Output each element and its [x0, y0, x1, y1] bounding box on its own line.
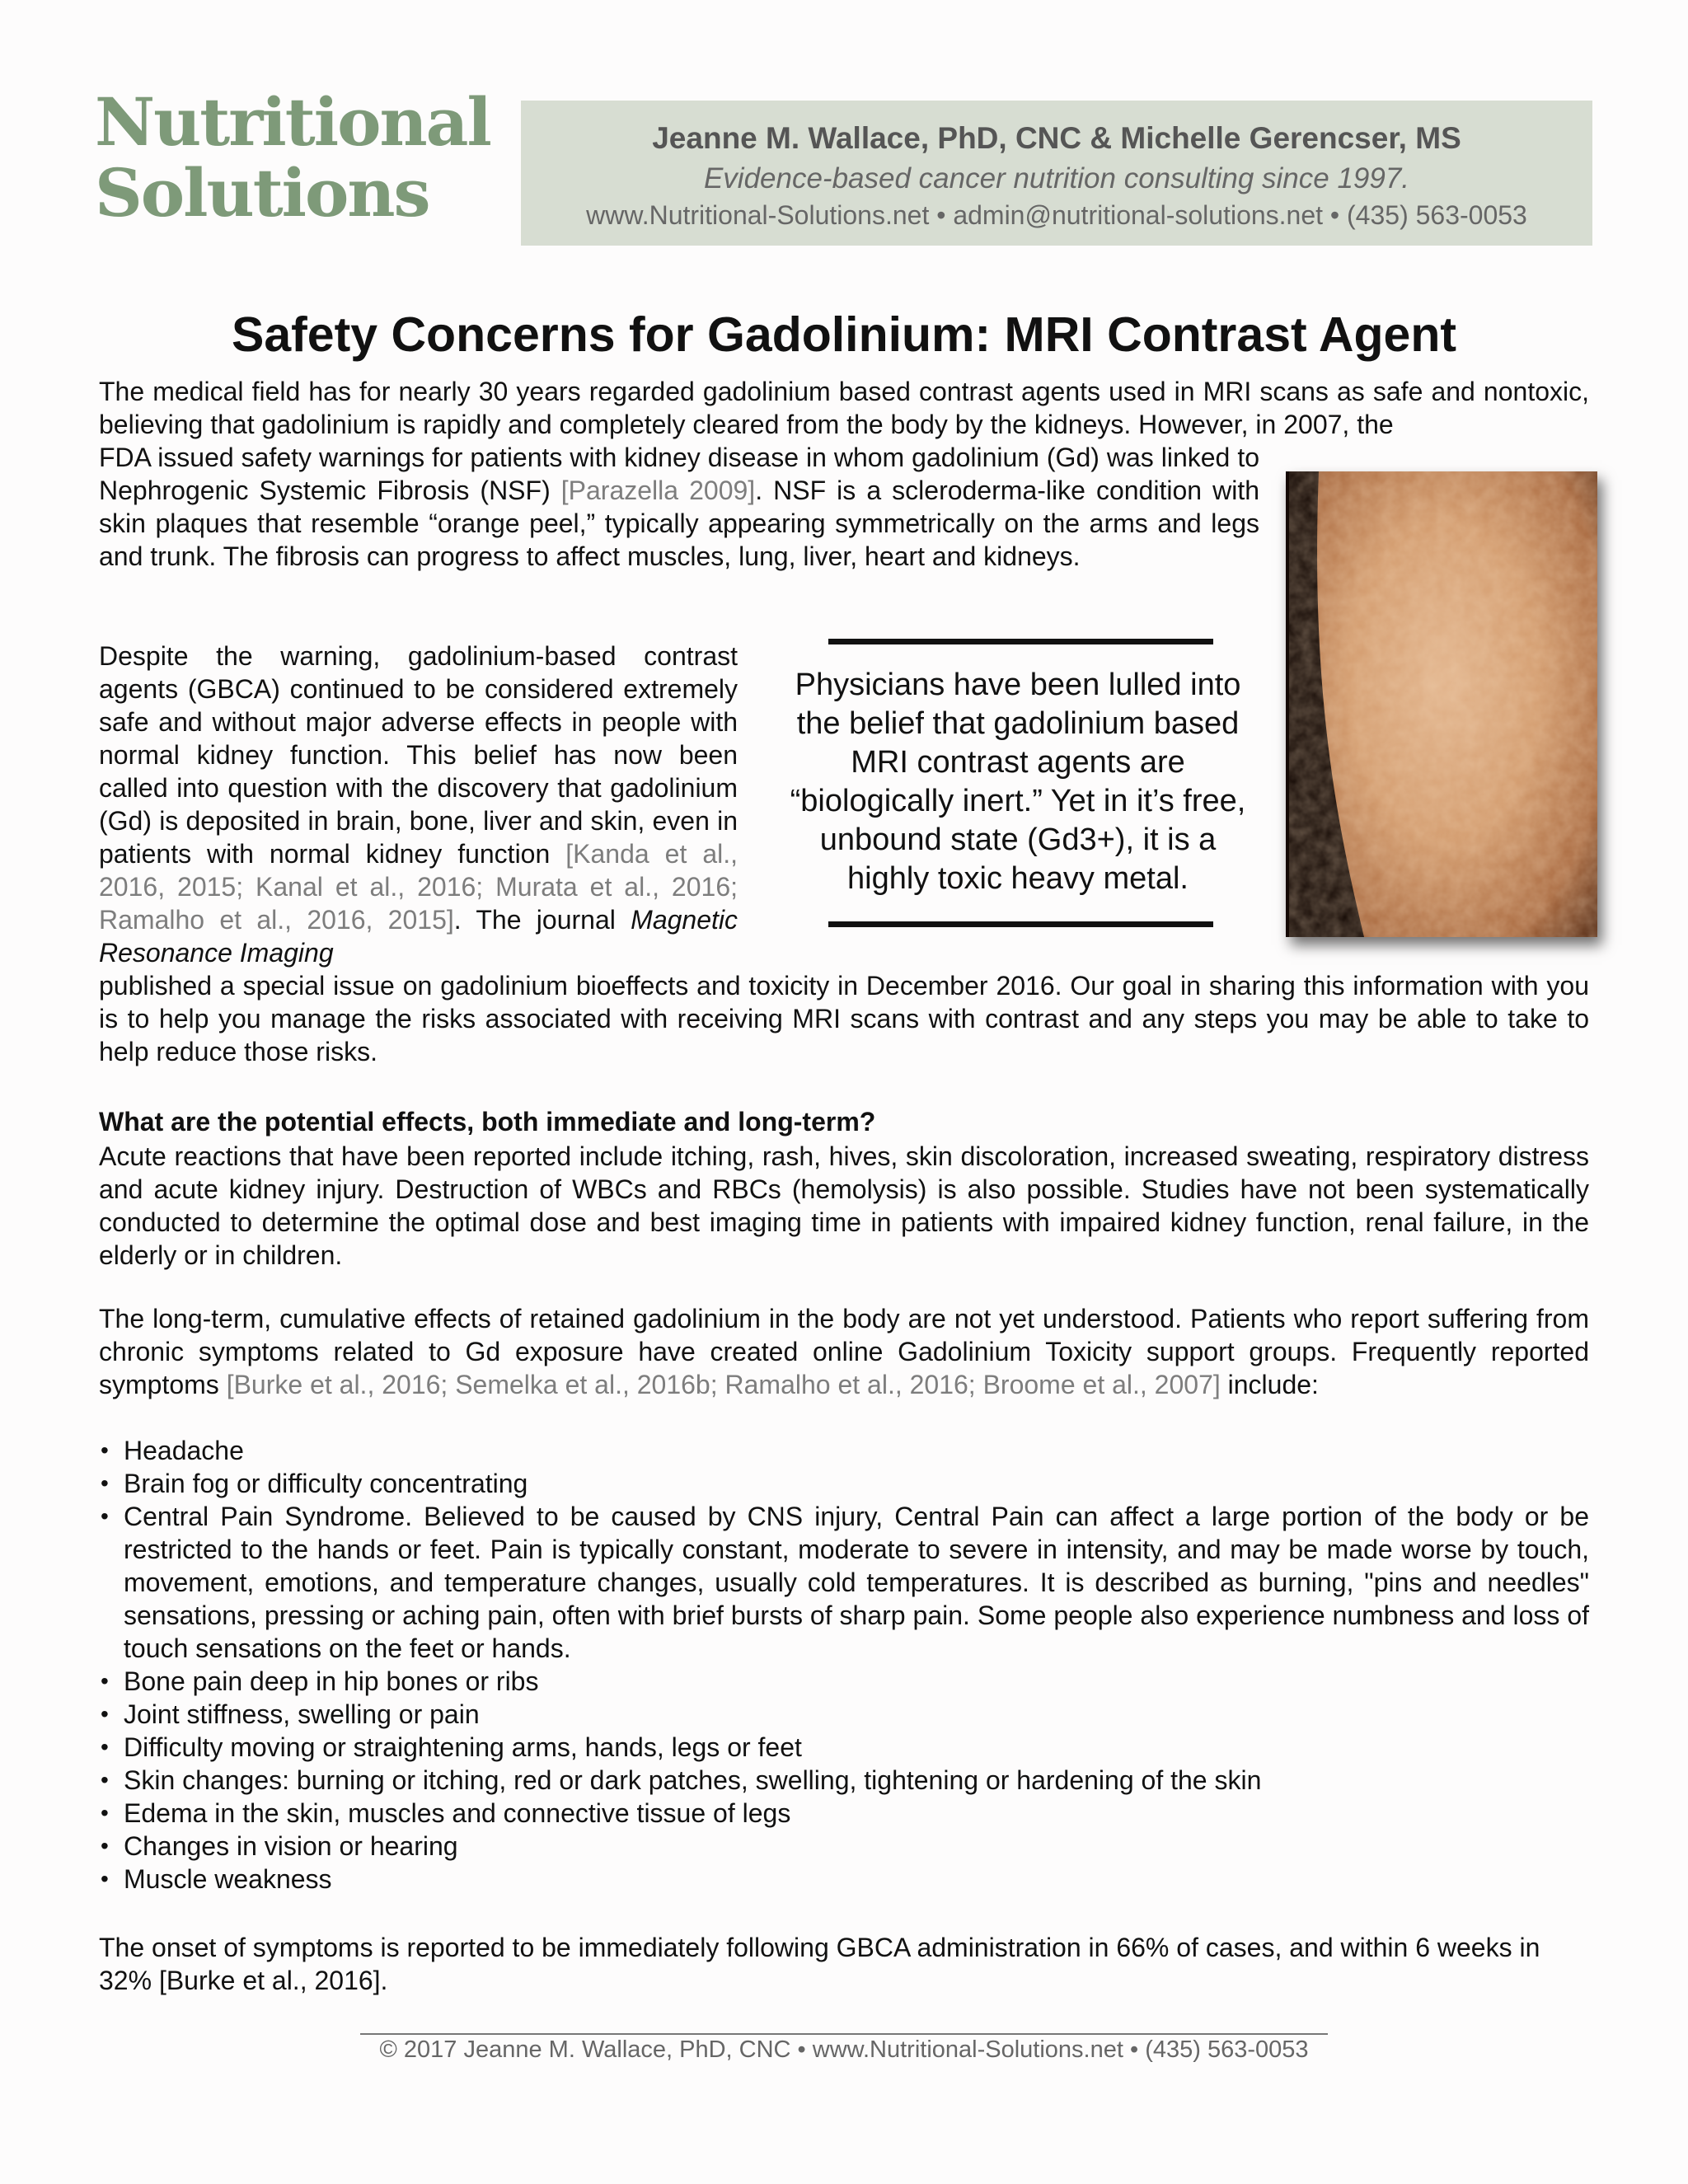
brand-logo [95, 83, 519, 232]
intro-paragraph-line1: The medical field has for nearly 30 years regarded gadolinium based contrast agents used in MRI scans as safe and nontoxic, believing that gadolinium is rapidly and completely cleared from the body by the kidneys. However, in 2007, the [99, 377, 1589, 439]
long-term-text-b: include: [1220, 1370, 1319, 1399]
gbca-text-b: . The journal [453, 905, 631, 935]
header-authors: Jeanne M. Wallace, PhD, CNC & Michelle Gerencser, MS [652, 121, 1461, 155]
list-item: • Edema in the skin, muscles and connective tissue of legs [99, 1797, 1589, 1830]
pull-quote-top-rule [828, 639, 1213, 644]
list-item: • Changes in vision or hearing [99, 1830, 1589, 1863]
list-item: • Brain fog or difficulty concentrating [99, 1467, 1589, 1500]
symptom-list [99, 1434, 1589, 1896]
skin-photo-image [1286, 471, 1597, 937]
intro-paragraph [99, 441, 1259, 573]
acute-reactions-paragraph: Acute reactions that have been reported include itching, rash, hives, skin discoloration, increased sweating, respiratory distress and acute kidney injury. Destruction of WBCs and RBCs (hemolysis) is also possible. Studies have not been systematically conducted to determine the optimal dose and best imaging time in patients with impaired kidney function, renal failure, in the elderly or in children. [99, 1141, 1589, 1270]
logo-line-2: Solutions [95, 154, 429, 232]
header-tagline: Evidence-based cancer nutrition consulting since 1997. [703, 162, 1410, 194]
long-term-paragraph [99, 1302, 1589, 1401]
list-item: • Bone pain deep in hip bones or ribs [99, 1665, 1589, 1698]
intro-text-a: FDA issued safety warnings for patients with kidney disease in whom gadolinium (Gd) was linked to Nephrogenic Systemic Fibrosis (NSF) [99, 443, 1259, 505]
gbca-text-a: Despite the warning, gadolinium-based contrast agents (GBCA) continued to be considered extremely safe and without major adverse effects in people with normal kidney function. This belief has now been called into question with the discovery that gadolinium (Gd) is deposited in brain, bone, liver and skin, even in patients with normal kidney function [99, 641, 738, 869]
gbca-paragraph [99, 640, 738, 969]
citation: [Burke et al., 2016; Semelka et al., 2016b; Ramalho et al., 2016; Broome et al., 2007] [226, 1370, 1221, 1399]
section-heading: What are the potential effects, both immediate and long-term? [99, 1107, 876, 1137]
page-title: Safety Concerns for Gadolinium: MRI Contrast Agent [231, 307, 1457, 362]
list-item: • Muscle weakness [99, 1863, 1589, 1896]
list-item: • Headache [99, 1434, 1589, 1467]
citation: [Kanda et al., 2016, 2015; Kanal et al., 2016; Murata et al., 2016; Ramalho et al., 2016, 2015] [99, 839, 738, 935]
list-item: • Difficulty moving or straightening arms, hands, legs or feet [99, 1731, 1589, 1764]
citation: [Parazella 2009] [560, 476, 756, 505]
page-footer: © 2017 Jeanne M. Wallace, PhD, CNC • www.Nutritional-Solutions.net • (435) 563-0053 [379, 2036, 1309, 2063]
skin-fibrosis-photo [1286, 471, 1597, 937]
list-item: • Joint stiffness, swelling or pain [99, 1698, 1589, 1731]
intro-text-b: . NSF is a scleroderma-like condition with skin plaques that resemble “orange peel,” typically appearing symmetrically on the arms and legs and trunk. The fibrosis can progress to affect muscles, lung, liver, heart and kidneys. [99, 476, 1259, 571]
header-contact: www.Nutritional-Solutions.net • admin@nutritional-solutions.net • (435) 563-0053 [586, 200, 1527, 230]
onset-paragraph: The onset of symptoms is reported to be immediately following GBCA administration in 66% of cases, and within 6 weeks in 32% [Burke et al., 2016]. [99, 1933, 1540, 1995]
footer-divider [360, 2033, 1328, 2035]
list-item: • Central Pain Syndrome. Believed to be caused by CNS injury, Central Pain can affect a large portion of the body or be restricted to the hands or feet. Pain is typically constant, moderate to severe in intensity, and may be made worse by touch, movement, emotions, and temperature changes, usually cold temperatures. It is described as burning, "pins and needles" sensations, pressing or aching pain, often with brief bursts of sharp pain. Some people also experience numbness and loss of touch sensations on the feet or hands. [99, 1500, 1589, 1665]
header-banner [521, 101, 1592, 246]
pull-quote: Physicians have been lulled into the belief that gadolinium based MRI contrast agents are “biologically inert.” Yet in it’s free, unbound state (Gd3+), it is a highly toxic heavy metal. [790, 668, 1246, 896]
long-term-text-a: The long-term, cumulative effects of retained gadolinium in the body are not yet understood. Patients who report suffering from chronic symptoms related to Gd exposure have created online Gadolinium Toxicity support groups. Frequently reported symptoms [99, 1304, 1589, 1399]
list-item: • Skin changes: burning or itching, red or dark patches, swelling, tightening or hardening of the skin [99, 1764, 1589, 1797]
journal-name: Magnetic Resonance Imaging [99, 905, 738, 968]
gbca-paragraph-continued: published a special issue on gadolinium bioeffects and toxicity in December 2016. Our goal in sharing this information with you is to help you manage the risks associated with receiving MRI scans with contrast and any steps you may be able to take to help reduce those risks. [99, 971, 1589, 1066]
pull-quote-bottom-rule [828, 921, 1213, 927]
logo-line-1: Nutritional [95, 83, 490, 161]
